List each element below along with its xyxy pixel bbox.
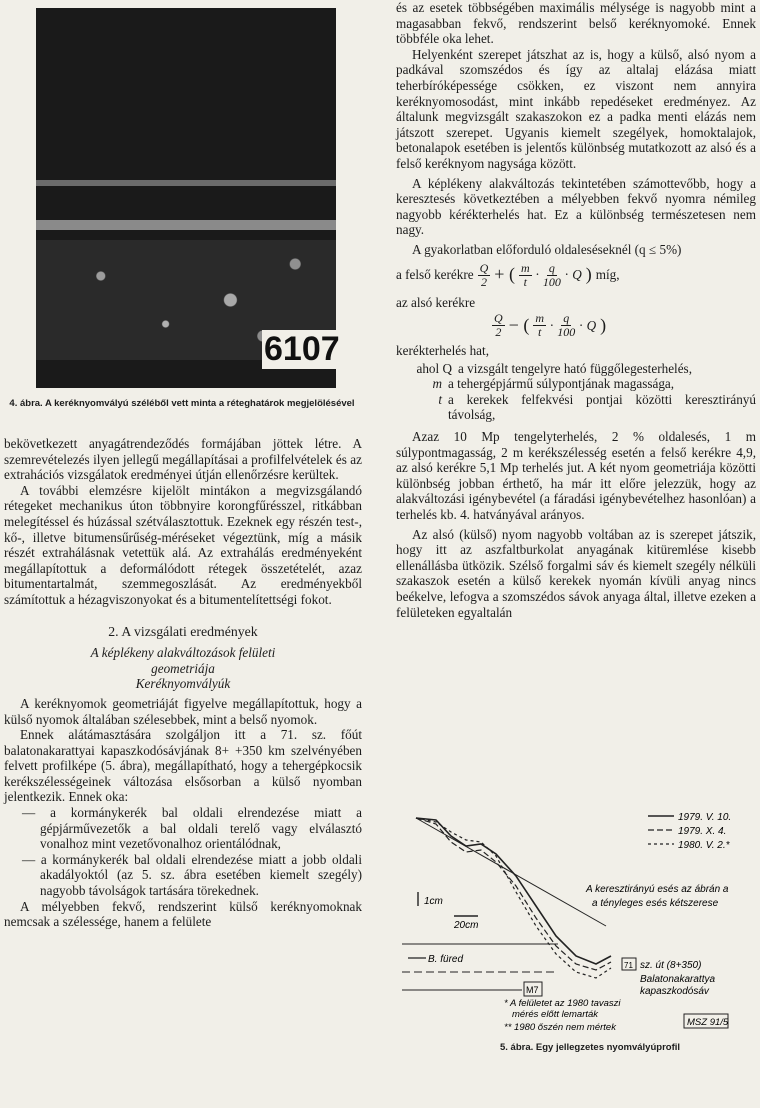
left-column xyxy=(4,436,362,930)
road-label: sz. út (8+350) xyxy=(640,960,702,971)
m7-label: M7 xyxy=(526,985,539,995)
paragraph: és az esetek többségében maximális mélysége is nagyobb mint a magasabban fekvő, rendszerint belső keréknyomoké. Ennek többféle oka lehet. xyxy=(396,0,756,47)
dot: · xyxy=(564,267,569,283)
profile-svg xyxy=(396,806,758,1046)
fraction: $\frac{m}{t}$ xyxy=(520,260,530,289)
paragraph: A mélyebben fekvő, rendszerint külső keréknyomoknak nemcsak a szélessége, hanem a felülete xyxy=(4,898,362,930)
layer-boundary xyxy=(36,180,360,186)
photo-sample-number: 6107 xyxy=(264,330,340,368)
fraction: $\frac{Q}{2}$ xyxy=(494,311,503,340)
paren: ) xyxy=(600,314,607,335)
annotation: a tényleges esés kétszerese xyxy=(592,898,719,909)
dot: · xyxy=(535,267,539,283)
paragraph: kerékterhelés hat, xyxy=(396,343,489,359)
figure-5-profile xyxy=(396,806,758,1056)
paragraph: Ennek alátámasztására szolgáljon itt a 71. sz. főút balatonakarattyai kapaszkodósávjának 8+ +350 km szelvényében felvett profilképe (5. ábra), megállapítható, hogy a tehergépkocsik kerékszélességeinek változása elsősorban a külső nyomban jelentkezik. Ennek oka: xyxy=(4,727,362,805)
dot: · xyxy=(550,317,554,333)
legend-label: 1979. V. 10. xyxy=(678,812,732,823)
list-item: — a kormánykerék bal oldali elrendezése miatt a gépjárművezetők a bal oldali terelő vagy elválasztó vonalhoz mint vezetővonalhoz orientálódnak, xyxy=(22,805,362,852)
definition-row: t a kerekek felfekvési pontjai közötti keresztirányú távolság, xyxy=(438,391,756,423)
paragraph: A gyakorlatban előforduló oldaleséseknél (q ≤ 5%) xyxy=(412,241,682,257)
formula-label: a felső kerékre xyxy=(396,267,474,283)
fraction: $\frac{q}{100}$ xyxy=(557,311,576,340)
definition-row: m a tehergépjármű súlypontjának magassága, xyxy=(432,376,675,392)
vertical-scale-label: 1cm xyxy=(424,896,443,907)
direction-label: B. füred xyxy=(428,954,464,965)
annotation: A keresztirányú esés az ábrán a xyxy=(586,884,729,895)
paragraph: az alsó kerékre xyxy=(396,294,476,310)
paragraph: A keréknyomok geometriáját figyelve megállapítottuk, hogy a külső nyomok általában szélesebbek, mint a belső nyomok. xyxy=(4,695,362,727)
symbol-q: Q xyxy=(586,317,597,333)
paren: ) xyxy=(585,264,592,285)
formula-tail: míg, xyxy=(595,267,620,283)
horizontal-scale-label: 20cm xyxy=(454,920,479,931)
note: ** 1980 őszén nem mértek xyxy=(504,1022,616,1033)
fraction: $\frac{Q}{2}$ xyxy=(479,260,489,289)
formula-lower xyxy=(492,312,756,339)
paragraph: A képlékeny alakváltozás tekintetében számottevőbb, hogy a keresztesés következtében a mélyebben fekvő nyomra némileg nagyobb kérékterhelés hat. Ez a különbség természetesen nem nagy. xyxy=(396,175,756,238)
paragraph: bekövetkezett anyagátrendeződés formájában jöttek létre. A szemrevételezés ilyen jellegű megállapításai a profilfelvételek és az extrahációs vizsgálatok eredményei útján ellenőrzésre kerültek. xyxy=(4,436,362,483)
legend-label: 1979. X. 4. xyxy=(678,826,727,837)
symbol-q: Q xyxy=(572,267,582,283)
paragraph: A további elemzésre kijelölt mintákon a megvizsgálandó rétegeket mechanikus úton többnyire korongfűrésszel, ritkábban melegítéssel és húzással szétválasztottuk. Ezeknek egy részén test-, kő-, illetve bitumensűrűség-méréseket végeztünk, míg a másik részét extrahálásnak vetettük alá. Az extrahálás eredményeként megállapítottuk a deformálódott rétegek összetételét, azaz bitumentartalmát, szemmegoszlását. Az eredményekből számítottuk a hézagviszonyokat és a bitumentelítettségi fokot. xyxy=(4,482,362,607)
plus-sign: + ( xyxy=(494,264,515,285)
subsection-heading: A képlékeny alakváltozások felületi xyxy=(90,645,276,661)
cross-slope-line xyxy=(416,818,606,926)
formula-upper xyxy=(396,262,756,289)
dot: · xyxy=(579,317,583,333)
note: mérés előtt lemarták xyxy=(512,1009,599,1020)
layer-boundary xyxy=(36,220,360,230)
figure-4-caption: 4. ábra. A keréknyomvályú széléből vett minta a réteghatárok megjelölésével xyxy=(9,398,355,409)
place-label: Balatonakarattya xyxy=(640,974,716,985)
note: * A felületet az 1980 tavaszi xyxy=(504,998,621,1009)
road-number: 71 xyxy=(624,961,633,970)
minus-sign: − ( xyxy=(508,314,530,335)
definition-row: ahol Q a vizsgált tengelyre ható függőlegesterhelés, xyxy=(416,360,692,376)
profile-line-1979-v xyxy=(416,818,611,964)
right-column xyxy=(396,0,756,620)
figure-5-caption: 5. ábra. Egy jellegzetes nyomvályúprofil xyxy=(499,1042,681,1053)
place-label: kapaszkodósáv xyxy=(640,986,709,997)
paragraph: Helyenként szerepet játszhat az is, hogy a külső, alsó nyom a padkával szomszédos és így az altalaj elázása miatt teherbíróképessége csökken, ez viszont nem annyira keréknyomosodást, mint inkább repedéseket eredményez. Az általunk megvizsgált szakaszokon ez a padka menti elázás nem játszott szerepet. Ugyanis kiemelt szegélyek, homoktalajok, betonalapok esetében is jelentős különbség mutatkozott az alsó és a felső keréknyom nagysága között. xyxy=(396,46,756,171)
fraction: $\frac{q}{100}$ xyxy=(542,260,561,289)
definitions xyxy=(396,361,756,423)
subsection-heading: Keréknyomvályúk xyxy=(135,676,231,692)
subsection-heading: geometriája xyxy=(151,660,215,676)
paragraph: Az alsó (külső) nyom nagyobb voltában az is szerepet játszik, hogy itt az aszfaltburkolat anyagának kitüremlése kisebb ellenállásba ütközik. Szélső forgalmi sáv és kiemelt szegély nélküli szakaszok esetén a külső kerekek nyomán kívüli anyag nincs beékelve, lefogva a szomszédos sávok anyaga által, illetve ezeken a felületeken egyaltalán xyxy=(396,526,756,620)
section-heading: 2. A vizsgálati eredmények xyxy=(108,623,258,639)
standard-label: MSZ 91/5 xyxy=(687,1017,729,1028)
fraction: $\frac{m}{t}$ xyxy=(535,311,544,340)
legend-label: 1980. V. 2.* xyxy=(678,840,730,851)
paragraph: Azaz 10 Mp tengelyterhelés, 2 % oldalesés, 1 m súlypontmagasság, 2 m kerékszélesség esetén a felső kerékre 4,9, az alsó kerékre 5,1 Mp terhelés jut. A két nyom geometriája közötti különbség jobban érthető, ha már itt előre jelezzük, hogy az alakváltozási igénybevétel (a fáradási igénybevételhez hasonlóan) a terhelés kb. 4. hatványával arányos. xyxy=(396,429,756,523)
profile-line-1979-x xyxy=(416,818,611,970)
list-item: — a kormánykerék bal oldali elrendezése miatt a jobb oldali akadályoktól (az 5. sz. ábra esetében kiemelt szegély) nagyobb távolságok tartására törekednek. xyxy=(22,851,362,899)
